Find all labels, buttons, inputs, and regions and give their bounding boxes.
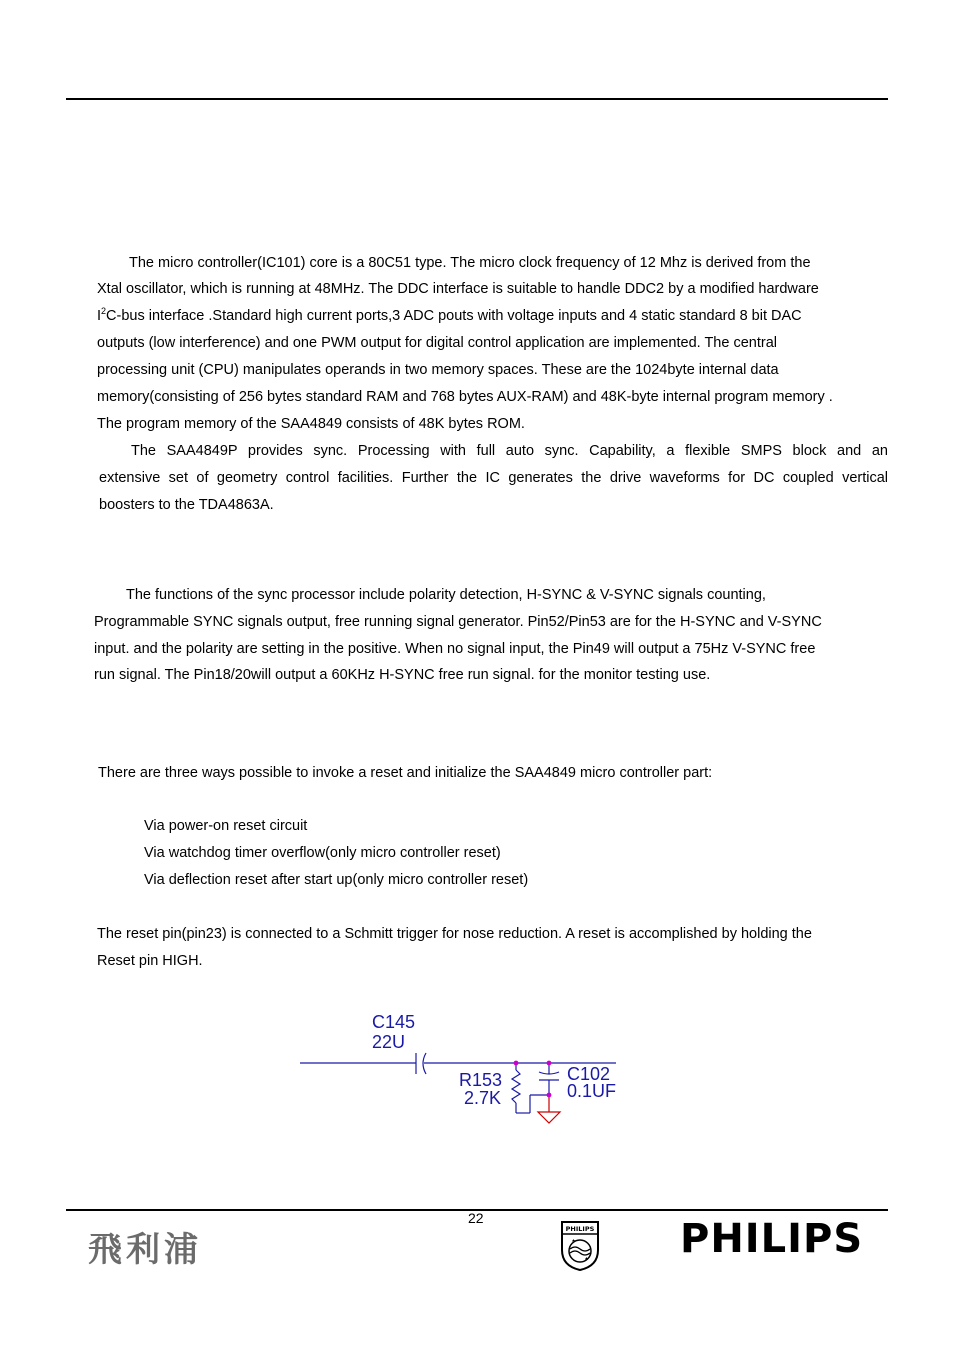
ground-symbol-icon	[538, 1112, 560, 1123]
c145-value: 22U	[372, 1032, 406, 1052]
p1-line-5: processing unit (CPU) manipulates operands in two memory spaces. These are the 1024byte internal data	[97, 362, 779, 378]
philips-wordmark-logo: PHILIPS	[680, 1216, 864, 1262]
p1-line-1: The micro controller(IC101) core is a 80C51 type. The micro clock frequency of 12 Mhz is derived from the	[129, 255, 811, 271]
p3-line-3: input. and the polarity are setting in the positive. When no signal input, the Pin49 will output a 75Hz V-SYNC free	[94, 641, 816, 657]
p3-line-1: The functions of the sync processor include polarity detection, H-SYNC & V-SYNC signals counting,	[126, 587, 766, 603]
p1-line-2: Xtal oscillator, which is running at 48MHz. The DDC interface is suitable to handle DDC2 by a modified hardware	[97, 281, 819, 297]
r153-reference: R153	[459, 1070, 503, 1090]
junction-node	[547, 1093, 552, 1098]
p1-line-4: outputs (low interference) and one PWM output for digital control application are implemented. The central	[97, 335, 777, 351]
c102-reference: C102	[567, 1064, 611, 1084]
p1-line-3	[97, 307, 802, 325]
c102-value: 0.1UF	[567, 1081, 617, 1101]
i2c-prefix: I	[97, 308, 102, 324]
i2c-rest: C-bus interface .Standard high current ports,3 ADC pouts with voltage inputs and 4 static standard 8 bit DAC	[106, 308, 802, 324]
reset-pin-line-2: Reset pin HIGH.	[97, 953, 203, 969]
chinese-philips-logo: 飛利浦	[88, 1230, 202, 1270]
reset-intro: There are three ways possible to invoke a reset and initialize the SAA4849 micro controller part:	[98, 765, 713, 781]
p2-line-2: extensive set of geometry control facilities. Further the IC generates the drive waveforms for DC coupled vertical	[99, 470, 888, 486]
junction-node	[547, 1061, 552, 1066]
list-item: Via deflection reset after start up(only micro controller reset)	[144, 872, 529, 888]
shield-text: PHILIPS	[565, 1225, 595, 1233]
list-item: Via power-on reset circuit	[144, 818, 308, 834]
p2-line-1: The SAA4849P provides sync. Processing with full auto sync. Capability, a flexible SMPS block and an	[131, 443, 888, 459]
header-rule	[66, 98, 888, 100]
reset-pin-line-1: The reset pin(pin23) is connected to a Schmitt trigger for nose reduction. A reset is accomplished by holding the	[97, 926, 812, 942]
list-item: Via watchdog timer overflow(only micro controller reset)	[144, 845, 501, 861]
philips-shield-icon	[560, 1220, 600, 1272]
page-number: 22	[468, 1210, 484, 1226]
r153-value: 2.7K	[464, 1088, 502, 1108]
p1-line-7: The program memory of the SAA4849 consists of 48K bytes ROM.	[97, 416, 525, 432]
p3-line-2: Programmable SYNC signals output, free running signal generator. Pin52/Pin53 are for the H-SYNC and V-SYNC	[94, 614, 822, 630]
p3-line-4: run signal. The Pin18/20will output a 60KHz H-SYNC free run signal. for the monitor testing use.	[94, 667, 711, 683]
r153-zigzag	[512, 1070, 520, 1103]
junction-node	[514, 1061, 519, 1066]
p2-line-3: boosters to the TDA4863A.	[99, 497, 274, 513]
c102-top-plate	[539, 1072, 559, 1074]
p1-line-6: memory(consisting of 256 bytes standard RAM and 768 bytes AUX-RAM) and 48K-byte internal program memory .	[97, 389, 833, 405]
c145-reference: C145	[372, 1012, 416, 1032]
i2c-superscript: 2	[101, 306, 107, 316]
c145-right-plate	[423, 1053, 426, 1074]
